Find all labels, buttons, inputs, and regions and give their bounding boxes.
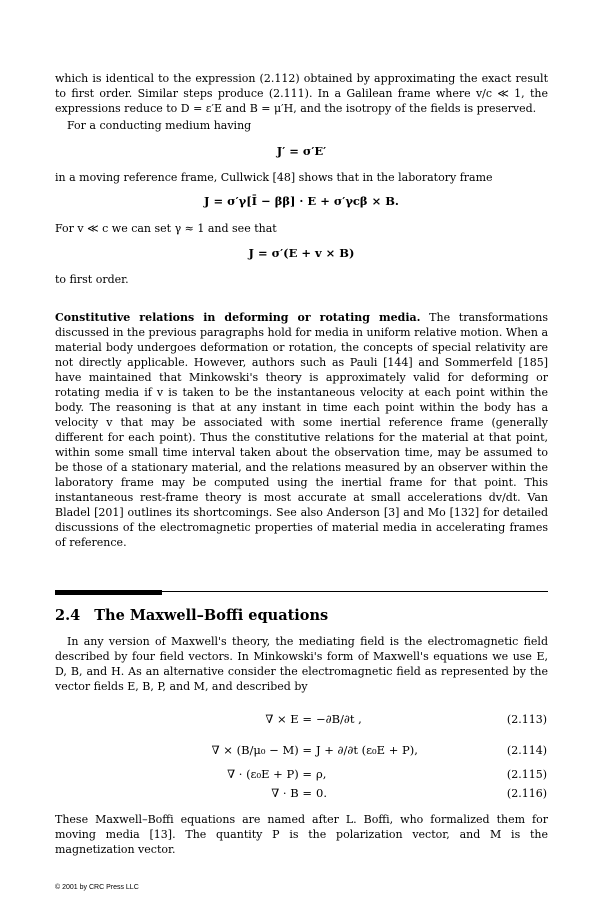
runin-heading: Constitutive relations in deforming or rotating media. bbox=[55, 311, 421, 324]
equation-number: (2.115) bbox=[506, 768, 547, 781]
equation-rhs: −∂B/∂t , bbox=[316, 712, 362, 726]
paragraph-galilean: which is identical to the expression (2.112) obtained by approximating the exact result to first order. Similar steps produce (2.111). In a Galilean frame where v/c ≪ 1, the expressions reduce to D = ε′E and B = μ′H, and the isotropy of the fields is preserved. bbox=[55, 72, 548, 115]
equation-lhs: ∇ × E = bbox=[265, 712, 312, 726]
equation-lhs: ∇ · (ε₀E + P) = bbox=[227, 767, 312, 781]
equation-lhs: ∇ · B = bbox=[271, 786, 312, 800]
equation-lhs: ∇ × (B/μ₀ − M) = bbox=[211, 743, 312, 757]
equation-number: (2.113) bbox=[506, 713, 547, 726]
section-title: The Maxwell–Boffi equations bbox=[94, 607, 329, 624]
section-heading bbox=[55, 607, 342, 624]
equation-rhs: 0. bbox=[316, 786, 327, 800]
equation-number: (2.116) bbox=[506, 787, 547, 800]
paragraph-maxwell-boffi-intro: In any version of Maxwell's theory, the mediating field is the electromagnetic field described by four field vectors. In Minkowski's form of Maxwell's equations we use E, D, B, and H. As an alternative consider the electromagnetic field as represented by the vector fields E, B, P, and M, and described by bbox=[55, 635, 548, 693]
equation-lab-frame: J = σ′γ[Ī − ββ] · E + σ′γcβ × B. bbox=[204, 194, 399, 208]
paragraph-deforming-media bbox=[55, 310, 548, 550]
equation-rhs: ρ, bbox=[316, 767, 327, 781]
equation-conduct: J′ = σ′E′ bbox=[276, 144, 327, 158]
paragraph-maxwell-boffi-named: These Maxwell–Boffi equations are named after L. Boffi, who formalized them for moving media [13]. The quantity P is the polarization vector, and M is the magnetization vector. bbox=[55, 813, 548, 856]
paragraph-conducting: For a conducting medium having bbox=[67, 119, 252, 132]
equation-first-order: J = σ′(E + v × B) bbox=[248, 246, 355, 260]
paragraph-low-velocity: For v ≪ c we can set γ ≈ 1 and see that bbox=[55, 222, 277, 235]
equation-number: (2.114) bbox=[506, 744, 547, 757]
section-number: 2.4 bbox=[55, 607, 81, 624]
paragraph-deforming-body: The transformations discussed in the previous paragraphs hold for media in uniform relative motion. When a material body undergoes deformation or rotation, the concepts of special relativity are not directly applicable. However, authors such as Pauli [144] and Sommerfeld [185] have maintained that Minkowski's theory is approximately valid for deforming or rotating media if v is taken to be the instantaneous velocity at each point within the body. The reasoning is that at any instant in time each point within the body has a velocity v that may be associated with some inertial reference frame (generally different for each point). Thus the constitutive relations for the material at that point, within some small time interval taken about the observation time, may be assumed to be those of a stationary material, and the relations measured by an observer within the laboratory frame may be computed using the inertial frame for that point. This instantaneous rest-frame theory is most accurate at small accelerations dv/dt. Van Bladel [201] outlines its shortcomings. See also Anderson [3] and Mo [132] for detailed discussions of the electromagnetic properties of material media in accelerating frames of reference. bbox=[55, 311, 548, 549]
paragraph-cullwick: in a moving reference frame, Cullwick [48] shows that in the laboratory frame bbox=[55, 171, 493, 184]
section-rule-accent bbox=[55, 590, 162, 595]
copyright-footer: © 2001 by CRC Press LLC bbox=[55, 884, 139, 891]
paragraph-first-order: to first order. bbox=[55, 273, 129, 286]
equation-rhs: J + ∂/∂t (ε₀E + P), bbox=[316, 743, 418, 757]
